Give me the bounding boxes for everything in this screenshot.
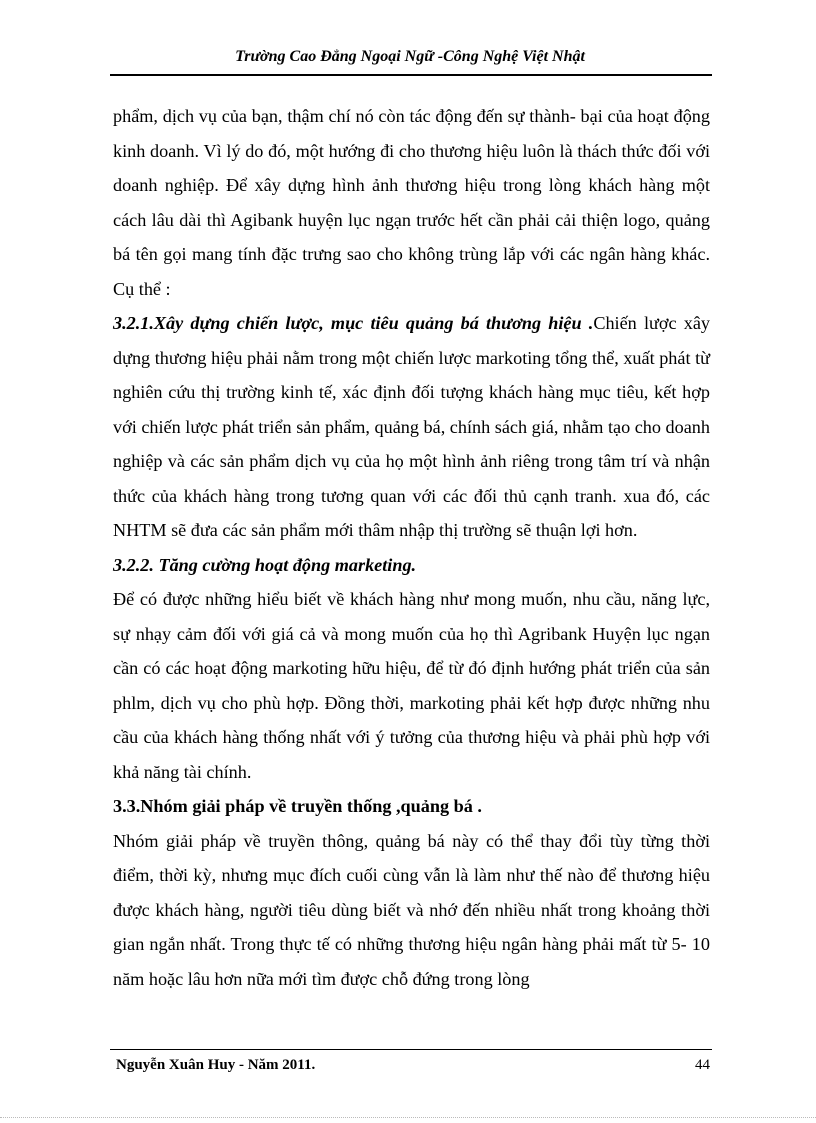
footer-divider	[110, 1049, 712, 1050]
page-header-title: Trường Cao Đẳng Ngoại Ngữ -Công Nghệ Việt Nhật	[235, 48, 585, 65]
paragraph-intro: phẩm, dịch vụ của bạn, thậm chí nó còn tác động đến sự thành- bại của hoạt động kinh doanh. Vì lý do đó, một hướng đi cho thương hiệu luôn là thách thức đối với doanh nghiệp. Để xây dựng hình ảnh thương hiệu trong lòng khách hàng một cách lâu dài thì Agibank huyện lục ngạn trước hết cần phải cải thiện logo, quảng bá tên gọi mang tính đặc trưng sao cho không trùng lắp với các ngân hàng khác. Cụ thể :	[113, 106, 710, 299]
paragraph-3-2-1-text: Chiến lược xây dựng thương hiệu phải nằm trong một chiến lược markoting tổng thể, xuất phát từ nghiên cứu thị trường kinh tế, xác định đối tượng khách hàng mục tiêu, kết hợp với chiến lược phát triển sản phẩm, quảng bá, chính sách giá, nhằm tạo cho doanh nghiệp và các sản phẩm dịch vụ của họ một hình ảnh riêng trong tâm trí và nhận thức của khách hàng trong tương quan với các đối thủ cạnh tranh. xua đó, các NHTM sẽ đưa các sản phẩm mới thâm nhập thị trường sẽ thuận lợi hơn.	[113, 313, 710, 540]
heading-3-2-1: 3.2.1.Xây dựng chiến lược, mục tiêu quảng bá thương hiệu .	[113, 313, 594, 333]
page-border-dots	[0, 1117, 816, 1118]
footer-author: Nguyễn Xuân Huy - Năm 2011.	[116, 1057, 316, 1073]
paragraph-communication: Nhóm giải pháp về truyền thông, quảng bá này có thể thay đổi tùy từng thời điểm, thời kỳ, nhưng mục đích cuối cùng vẫn là làm như thế nào để thương hiệu được khách hàng, người tiêu dùng biết và nhớ đến nhiều nhất trong khoảng thời gian ngắn nhất. Trong thực tế có những thương hiệu ngân hàng phải mất từ 5- 10 năm hoặc lâu hơn nữa mới tìm được chỗ đứng trong lòng	[113, 830, 710, 989]
paragraph-section-3-2-1	[113, 306, 710, 548]
page-number: 44	[695, 1057, 710, 1073]
paragraph-marketing: Để có được những hiểu biết về khách hàng như mong muốn, nhu cầu, năng lực, sự nhạy cảm đối với giá cả và mong muốn của họ thì Agribank Huyện lục ngạn cần có các hoạt động markoting hữu hiệu, để từ đó định hướng phát triển của sản phlm, dịch vụ cho phù hợp. Đồng thời, markoting phải kết hợp được những nhu cầu của khách hàng thống nhất với ý tưởng của thương hiệu và phải phù hợp với khả năng tài chính.	[113, 589, 710, 782]
heading-3-3: 3.3.Nhóm giải pháp về truyền thống ,quảng bá .	[113, 796, 482, 816]
heading-3-2-2: 3.2.2. Tăng cường hoạt động marketing.	[113, 554, 417, 575]
header-divider	[110, 74, 712, 76]
page-body	[113, 99, 710, 996]
